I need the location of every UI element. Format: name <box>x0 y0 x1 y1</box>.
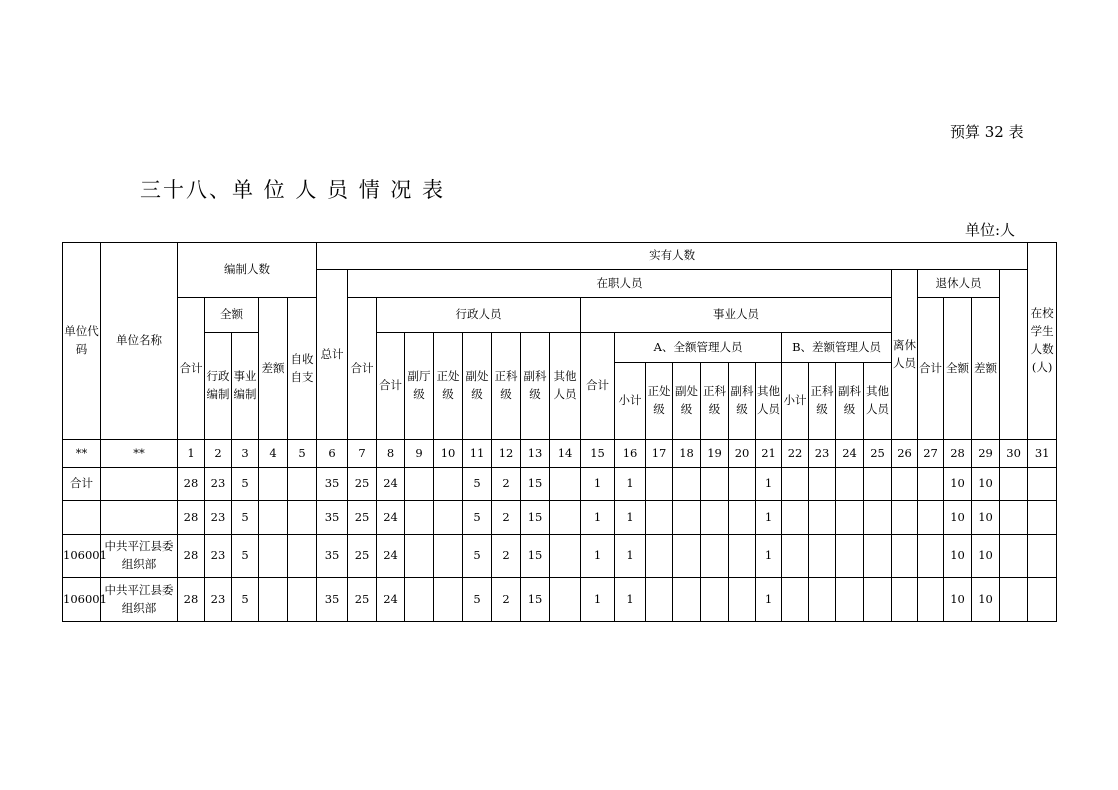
index-cell: 29 <box>972 440 1000 468</box>
value-cell <box>434 468 463 501</box>
value-cell: 1 <box>581 468 615 501</box>
value-cell: 15 <box>521 535 550 578</box>
value-cell: 23 <box>205 468 232 501</box>
value-cell: 10 <box>972 535 1000 578</box>
value-cell: 5 <box>232 578 259 622</box>
value-cell: 2 <box>492 468 521 501</box>
index-cell: 23 <box>809 440 836 468</box>
value-cell <box>405 578 434 622</box>
value-cell: 10 <box>972 578 1000 622</box>
value-cell <box>809 468 836 501</box>
value-cell <box>434 535 463 578</box>
header-serv-total: 合计 <box>348 298 377 440</box>
value-cell <box>550 578 581 622</box>
header-a-zhengchu: 正处级 <box>646 363 673 440</box>
value-cell <box>405 535 434 578</box>
value-cell <box>673 468 701 501</box>
header-grand-total: 总计 <box>317 270 348 440</box>
header-ret-diff: 差额 <box>972 298 1000 440</box>
header-b-fuke: 副科级 <box>836 363 864 440</box>
header-unit-code: 单位代码 <box>63 243 101 440</box>
value-cell <box>1000 578 1028 622</box>
index-cell: 27 <box>918 440 944 468</box>
page-title: 三十八、单 位 人 员 情 况 表 <box>140 178 446 202</box>
value-cell: 24 <box>377 468 405 501</box>
index-cell: 25 <box>864 440 892 468</box>
header-students: 在校学生人数(人) <box>1028 243 1057 440</box>
index-row <box>63 440 1057 468</box>
value-cell: 5 <box>463 468 492 501</box>
value-cell <box>701 535 729 578</box>
value-cell <box>918 535 944 578</box>
value-cell: 15 <box>521 501 550 535</box>
index-cell: 15 <box>581 440 615 468</box>
value-cell <box>259 578 288 622</box>
value-cell: 23 <box>205 501 232 535</box>
value-cell: 23 <box>205 578 232 622</box>
value-cell <box>918 501 944 535</box>
header-a-fuchu: 副处级 <box>673 363 701 440</box>
header-auth-admin: 行政编制 <box>205 333 232 440</box>
header-b-zhengke: 正科级 <box>809 363 836 440</box>
value-cell: 1 <box>581 578 615 622</box>
value-cell <box>809 578 836 622</box>
value-cell: 1 <box>581 501 615 535</box>
header-pub-total: 合计 <box>581 333 615 440</box>
value-cell <box>809 535 836 578</box>
unit-name-cell: 中共平江县委组织部 <box>101 578 178 622</box>
value-cell <box>434 501 463 535</box>
value-cell: 24 <box>377 578 405 622</box>
unit-label: 单位:人 <box>965 221 1016 239</box>
value-cell: 1 <box>615 468 646 501</box>
table-row <box>63 578 1057 622</box>
header-b-sub: 小计 <box>782 363 809 440</box>
header-auth-self: 自收自支 <box>288 298 317 440</box>
index-cell: 24 <box>836 440 864 468</box>
index-cell: 13 <box>521 440 550 468</box>
unit-name-cell <box>101 501 178 535</box>
value-cell <box>288 578 317 622</box>
header-a-sub: 小计 <box>615 363 646 440</box>
index-cell: 3 <box>232 440 259 468</box>
value-cell <box>673 501 701 535</box>
index-cell: 26 <box>892 440 918 468</box>
value-cell <box>864 501 892 535</box>
index-cell: ** <box>101 440 178 468</box>
value-cell: 5 <box>232 535 259 578</box>
value-cell <box>836 501 864 535</box>
value-cell: 10 <box>944 501 972 535</box>
value-cell <box>646 468 673 501</box>
header-auth-diff: 差额 <box>259 298 288 440</box>
value-cell <box>729 578 756 622</box>
value-cell: 23 <box>205 535 232 578</box>
header-lixiu: 离休人员 <box>892 270 918 440</box>
value-cell: 2 <box>492 501 521 535</box>
value-cell <box>1028 468 1057 501</box>
header-admin-staff: 行政人员 <box>377 298 581 333</box>
header-ret-full: 全额 <box>944 298 972 440</box>
header-auth-total: 合计 <box>178 298 205 440</box>
value-cell: 35 <box>317 468 348 501</box>
index-cell: 20 <box>729 440 756 468</box>
header-cat-a: A、全额管理人员 <box>615 333 782 363</box>
value-cell <box>673 578 701 622</box>
value-cell <box>1028 578 1057 622</box>
value-cell: 1 <box>581 535 615 578</box>
value-cell: 25 <box>348 501 377 535</box>
value-cell <box>550 468 581 501</box>
value-cell <box>892 468 918 501</box>
value-cell <box>646 578 673 622</box>
value-cell: 1 <box>615 578 646 622</box>
index-cell: 14 <box>550 440 581 468</box>
value-cell: 2 <box>492 535 521 578</box>
index-cell: 11 <box>463 440 492 468</box>
value-cell: 10 <box>972 501 1000 535</box>
header-unit-name: 单位名称 <box>101 243 178 440</box>
header-b-other: 其他人员 <box>864 363 892 440</box>
header-full-funded: 全额 <box>205 298 259 333</box>
value-cell <box>864 578 892 622</box>
value-cell <box>288 501 317 535</box>
index-cell: 12 <box>492 440 521 468</box>
value-cell <box>701 468 729 501</box>
index-cell: 9 <box>405 440 434 468</box>
header-adm-fuke: 副科级 <box>521 333 550 440</box>
value-cell: 28 <box>178 468 205 501</box>
value-cell <box>892 578 918 622</box>
header-ret-total: 合计 <box>918 298 944 440</box>
value-cell: 28 <box>178 535 205 578</box>
value-cell <box>1000 501 1028 535</box>
value-cell <box>892 501 918 535</box>
index-cell: 1 <box>178 440 205 468</box>
index-cell: ** <box>63 440 101 468</box>
value-cell: 25 <box>348 535 377 578</box>
value-cell <box>918 578 944 622</box>
value-cell <box>729 501 756 535</box>
value-cell <box>864 535 892 578</box>
value-cell: 5 <box>232 501 259 535</box>
table-row <box>63 468 1057 501</box>
value-cell <box>288 535 317 578</box>
header-a-zhengke: 正科级 <box>701 363 729 440</box>
value-cell <box>836 468 864 501</box>
value-cell <box>259 535 288 578</box>
value-cell: 35 <box>317 535 348 578</box>
value-cell <box>782 501 809 535</box>
header-actual: 实有人数 <box>317 243 1028 270</box>
value-cell: 25 <box>348 468 377 501</box>
value-cell: 28 <box>178 501 205 535</box>
index-cell: 19 <box>701 440 729 468</box>
header-adm-other: 其他人员 <box>550 333 581 440</box>
value-cell <box>405 468 434 501</box>
index-cell: 17 <box>646 440 673 468</box>
value-cell: 1 <box>756 468 782 501</box>
unit-name-cell <box>101 468 178 501</box>
value-cell <box>836 578 864 622</box>
value-cell: 1 <box>615 535 646 578</box>
value-cell <box>550 501 581 535</box>
header-retired: 退休人员 <box>918 270 1000 298</box>
value-cell <box>1000 535 1028 578</box>
value-cell: 5 <box>232 468 259 501</box>
index-cell: 7 <box>348 440 377 468</box>
index-cell: 31 <box>1028 440 1057 468</box>
value-cell: 2 <box>492 578 521 622</box>
value-cell <box>782 535 809 578</box>
value-cell: 5 <box>463 578 492 622</box>
value-cell: 15 <box>521 578 550 622</box>
value-cell <box>701 578 729 622</box>
header-in-service: 在职人员 <box>348 270 892 298</box>
index-cell: 18 <box>673 440 701 468</box>
index-cell: 8 <box>377 440 405 468</box>
index-cell: 21 <box>756 440 782 468</box>
value-cell <box>288 468 317 501</box>
value-cell <box>405 501 434 535</box>
index-cell: 4 <box>259 440 288 468</box>
value-cell: 10 <box>944 578 972 622</box>
unit-name-cell: 中共平江县委组织部 <box>101 535 178 578</box>
unit-code-cell <box>63 501 101 535</box>
value-cell: 10 <box>944 535 972 578</box>
index-cell: 16 <box>615 440 646 468</box>
header-auth-public: 事业编制 <box>232 333 259 440</box>
index-cell: 30 <box>1000 440 1028 468</box>
header-a-fuke: 副科级 <box>729 363 756 440</box>
table-row <box>63 501 1057 535</box>
value-cell: 1 <box>756 535 782 578</box>
value-cell: 24 <box>377 501 405 535</box>
value-cell: 1 <box>615 501 646 535</box>
value-cell: 5 <box>463 535 492 578</box>
form-number: 预算 32 表 <box>950 123 1024 141</box>
value-cell <box>782 578 809 622</box>
value-cell <box>673 535 701 578</box>
value-cell: 24 <box>377 535 405 578</box>
index-cell: 6 <box>317 440 348 468</box>
value-cell: 1 <box>756 501 782 535</box>
value-cell <box>729 468 756 501</box>
value-cell <box>782 468 809 501</box>
value-cell <box>259 468 288 501</box>
value-cell: 10 <box>972 468 1000 501</box>
value-cell <box>729 535 756 578</box>
value-cell <box>550 535 581 578</box>
value-cell: 5 <box>463 501 492 535</box>
value-cell <box>918 468 944 501</box>
index-cell: 2 <box>205 440 232 468</box>
index-cell: 5 <box>288 440 317 468</box>
value-cell: 10 <box>944 468 972 501</box>
value-cell <box>701 501 729 535</box>
index-cell: 28 <box>944 440 972 468</box>
index-cell: 22 <box>782 440 809 468</box>
header-adm-zhengchu: 正处级 <box>434 333 463 440</box>
header-authorized: 编制人数 <box>178 243 317 298</box>
staff-table <box>62 242 1057 622</box>
table-row <box>63 535 1057 578</box>
value-cell <box>1028 501 1057 535</box>
header-adm-fuchu: 副处级 <box>463 333 492 440</box>
value-cell <box>646 501 673 535</box>
value-cell: 25 <box>348 578 377 622</box>
header-adm-futing: 副厅级 <box>405 333 434 440</box>
value-cell <box>809 501 836 535</box>
value-cell <box>864 468 892 501</box>
header-adm-zhengke: 正科级 <box>492 333 521 440</box>
value-cell: 1 <box>756 578 782 622</box>
value-cell: 15 <box>521 468 550 501</box>
index-cell: 10 <box>434 440 463 468</box>
unit-code-cell: 合计 <box>63 468 101 501</box>
unit-code-cell: 106001 <box>63 535 101 578</box>
header-public-staff: 事业人员 <box>581 298 892 333</box>
value-cell <box>1000 468 1028 501</box>
header-cat-b: B、差额管理人员 <box>782 333 892 363</box>
value-cell: 28 <box>178 578 205 622</box>
value-cell <box>1028 535 1057 578</box>
value-cell: 35 <box>317 501 348 535</box>
value-cell <box>646 535 673 578</box>
header-adm-total: 合计 <box>377 333 405 440</box>
header-a-other: 其他人员 <box>756 363 782 440</box>
value-cell <box>259 501 288 535</box>
unit-code-cell: 106001 <box>63 578 101 622</box>
value-cell <box>836 535 864 578</box>
value-cell: 35 <box>317 578 348 622</box>
value-cell <box>892 535 918 578</box>
value-cell <box>434 578 463 622</box>
